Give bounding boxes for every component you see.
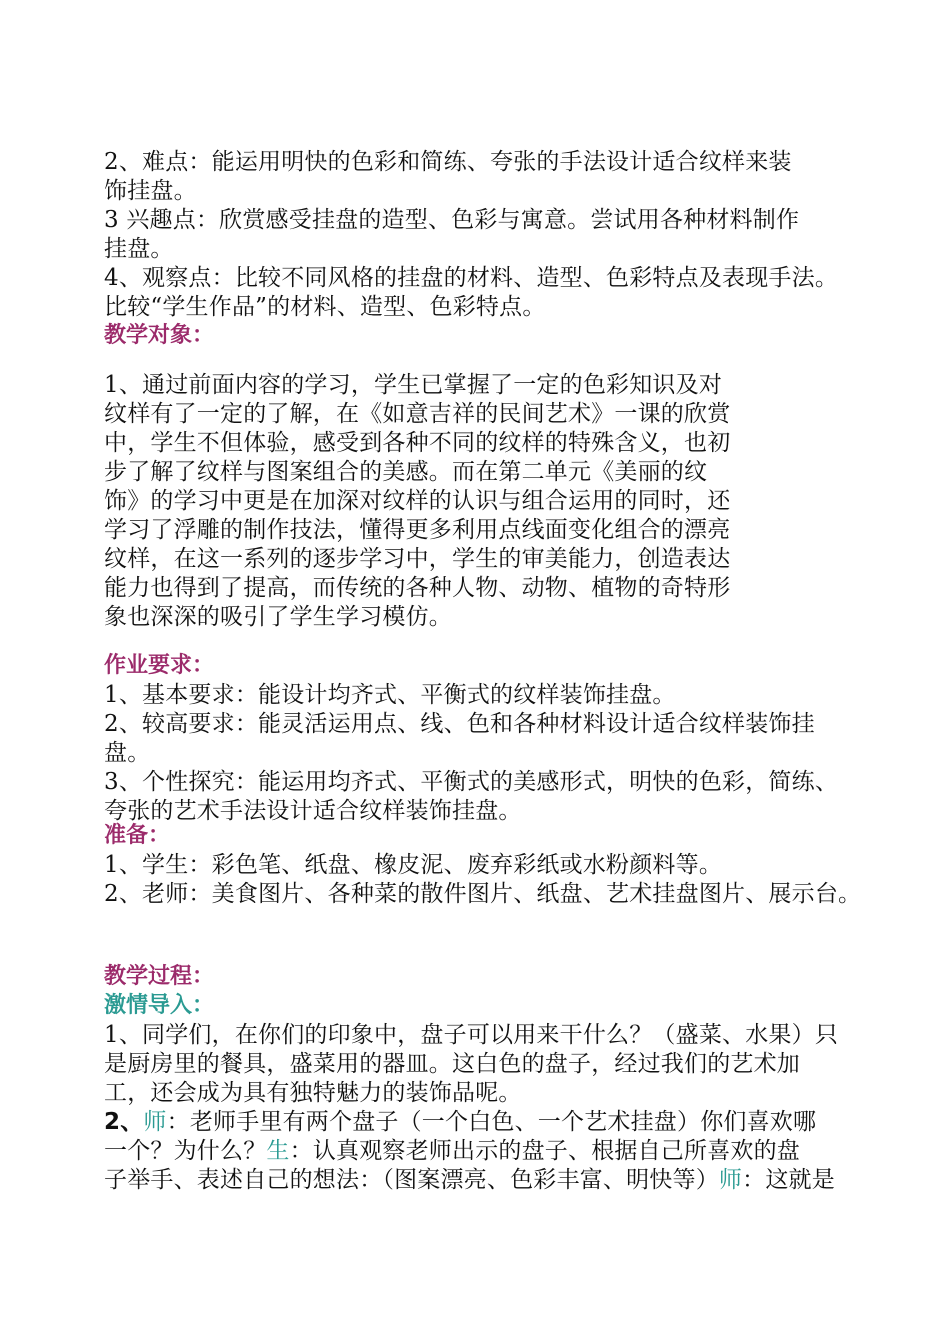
dialog-text: 认真观察老师出示的盘子、根据自己所喜欢的盘: [312, 1138, 801, 1164]
student-colon: ：: [289, 1138, 313, 1164]
dialog-line-1: [104, 1108, 816, 1136]
process-intro-line: 1、同学们，在你们的印象中，盘子可以用来干什么？（盛菜、水果）只: [104, 1022, 839, 1048]
teaching-object-paragraph-line: 饰》的学习中更是在加深对纹样的认识与组合运用的同时，还: [104, 488, 731, 514]
teacher-colon: ：: [166, 1109, 190, 1135]
dialog-line-2: [104, 1137, 800, 1165]
teaching-object-paragraph-line: 学习了浮雕的制作技法，懂得更多利用点线面变化组合的漂亮: [104, 517, 731, 543]
teaching-object-paragraph-line: 中，学生不但体验，感受到各种不同的纹样的特殊含义，也初: [104, 430, 731, 456]
homework-heading: 作业要求：: [104, 653, 215, 678]
preparation-line: 2、老师：美食图片、各种菜的散件图片、纸盘、艺术挂盘图片、展示台。: [104, 881, 862, 907]
teacher-label: 师: [718, 1167, 743, 1193]
teaching-object-heading: 教学对象：: [104, 323, 215, 348]
teaching-process-heading: 教学过程：: [104, 964, 215, 989]
preparation-line: 1、学生：彩色笔、纸盘、橡皮泥、废弃彩纸或水粉颜料等。: [104, 852, 723, 878]
teacher-label: 师: [143, 1109, 167, 1135]
dialog-text: 子举手、表述自己的想法：（图案漂亮、色彩丰富、明快等）: [104, 1167, 719, 1193]
point-difficulty-line-2: 饰挂盘。: [104, 178, 197, 204]
homework-line: 3、个性探究：能运用均齐式、平衡式的美感形式，明快的色彩，简练、: [104, 769, 839, 795]
dialog-number: 2、: [104, 1109, 144, 1135]
teaching-object-paragraph-line: 象也深深的吸引了学生学习模仿。: [104, 604, 452, 630]
dialog-text: 这就是: [765, 1167, 835, 1193]
dialog-line-3: [104, 1166, 835, 1194]
homework-line: 夸张的艺术手法设计适合纹样装饰挂盘。: [104, 798, 522, 824]
student-label: 生: [266, 1138, 290, 1164]
teaching-object-paragraph-line: 纹样，在这一系列的逐步学习中，学生的审美能力，创造表达: [104, 546, 731, 572]
homework-line: 盘。: [104, 740, 151, 766]
homework-line: 1、基本要求：能设计均齐式、平衡式的纹样装饰挂盘。: [104, 682, 676, 708]
dialog-text: 一个？为什么？: [104, 1138, 267, 1164]
process-intro-line: 是厨房里的餐具，盛菜用的器皿。这白色的盘子，经过我们的艺术加: [104, 1051, 800, 1077]
point-difficulty-line-1: 2、难点：能运用明快的色彩和简练、夸张的手法设计适合纹样来装: [104, 149, 792, 175]
point-observation-line-2: 比较“学生作品”的材料、造型、色彩特点。: [104, 294, 546, 320]
dialog-text: 老师手里有两个盘子（一个白色、一个艺术挂盘）你们喜欢哪: [189, 1109, 817, 1135]
homework-line: 2、较高要求：能灵活运用点、线、色和各种材料设计适合纹样装饰挂: [104, 711, 815, 737]
point-interest-line-2: 挂盘。: [104, 236, 174, 262]
teaching-object-paragraph-line: 1、通过前面内容的学习，学生已掌握了一定的色彩知识及对: [104, 372, 723, 398]
teaching-object-paragraph-line: 步了解了纹样与图案组合的美感。而在第二单元《美丽的纹: [104, 459, 708, 485]
point-interest-line-1: 3 兴趣点：欣赏感受挂盘的造型、色彩与寓意。尝试用各种材料制作: [104, 207, 800, 233]
passion-intro-subheading: 激情导入：: [104, 993, 215, 1018]
teaching-object-paragraph-line: 纹样有了一定的了解，在《如意吉祥的民间艺术》一课的欣赏: [104, 401, 731, 427]
preparation-heading: 准备：: [104, 823, 171, 848]
point-observation-line-1: 4、观察点：比较不同风格的挂盘的材料、造型、色彩特点及表现手法。: [104, 265, 839, 291]
process-intro-line: 工，还会成为具有独特魅力的装饰品呢。: [104, 1080, 522, 1106]
teaching-object-paragraph-line: 能力也得到了提高，而传统的各种人物、动物、植物的奇特形: [104, 575, 731, 601]
teacher-colon: ：: [742, 1167, 766, 1193]
